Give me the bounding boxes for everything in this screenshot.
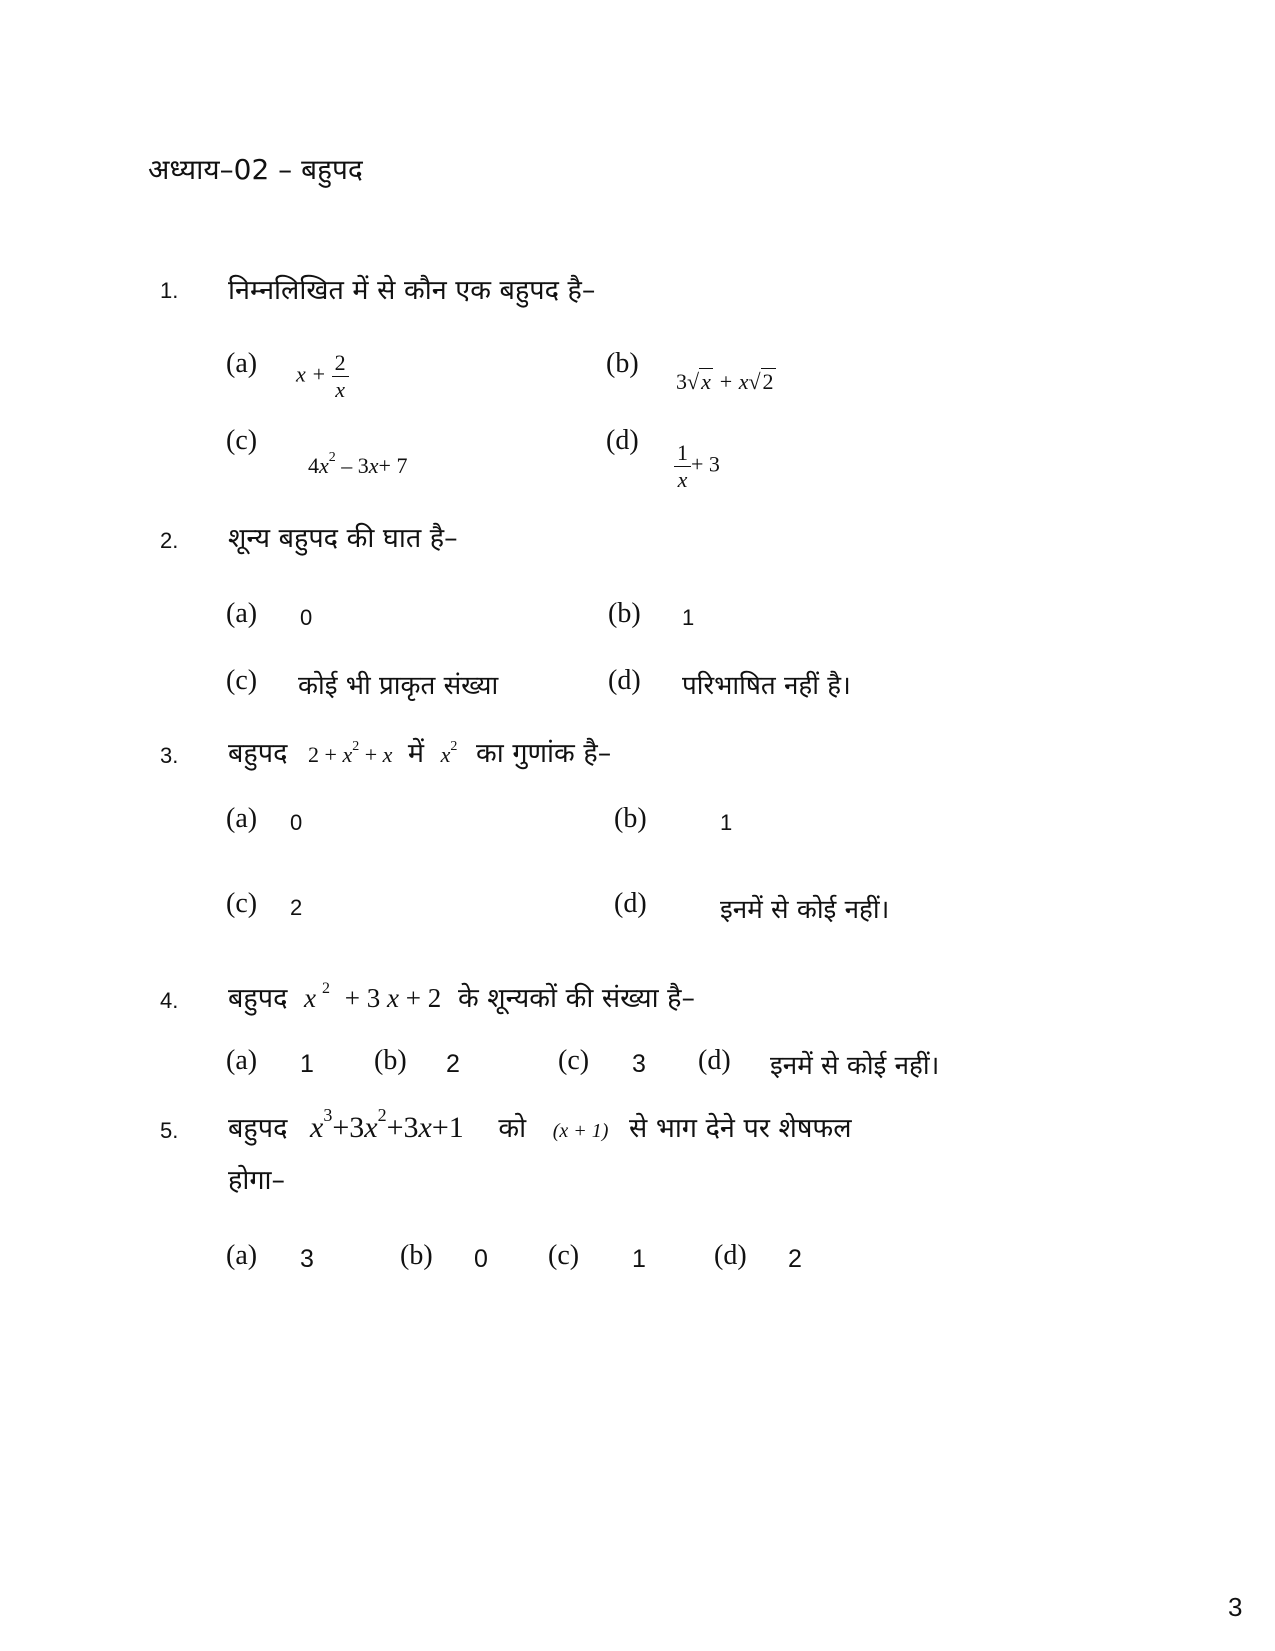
polynomial-expression [310, 1105, 464, 1144]
math-term: + x [718, 369, 749, 394]
option-value: इनमें से कोई नहीं। [720, 895, 890, 925]
option-value: परिभाषित नहीं है। [682, 671, 851, 701]
question-text-continued: होगा– [228, 1165, 286, 1196]
option-value: 2 [788, 1245, 802, 1273]
option-label: (c) [226, 888, 258, 919]
question-number: 1. [160, 278, 179, 303]
question-text-pre: बहुपद [228, 1113, 288, 1144]
sqrt-sign: √ [748, 369, 761, 394]
math-term: + [364, 742, 378, 767]
page-title: अध्याय–02 – बहुपद [148, 153, 363, 186]
option-label: (d) [606, 425, 639, 456]
option-value: 3 [632, 1050, 646, 1078]
option-expression [676, 368, 776, 395]
option-value: 1 [300, 1050, 314, 1078]
math-term: x [368, 453, 379, 478]
math-term: +3 [386, 1111, 419, 1144]
math-term: x [310, 1111, 324, 1144]
fraction [674, 440, 691, 493]
option-label: (c) [548, 1240, 580, 1271]
option-value: 1 [682, 605, 695, 630]
option-value: 3 [300, 1245, 314, 1273]
option-label: (a) [226, 1240, 258, 1271]
option-label: (c) [558, 1045, 590, 1076]
option-value: कोई भी प्राकृत संख्या [298, 671, 499, 701]
option-expression [296, 350, 349, 403]
question-text [228, 1105, 852, 1145]
option-label: (d) [714, 1240, 747, 1271]
math-term: x [342, 742, 353, 767]
question-text-mid: को [498, 1113, 527, 1144]
math-term: x [387, 983, 399, 1013]
option-label: (b) [614, 803, 647, 834]
math-term: 2 + [308, 742, 337, 767]
math-term: x + [296, 361, 327, 387]
math-term: x [319, 453, 329, 478]
math-term: +1 [431, 1111, 464, 1144]
denominator: x [677, 467, 688, 492]
question-text-post: का गुणांक है– [476, 738, 612, 769]
math-term: x [418, 1111, 432, 1144]
denominator: x [335, 377, 345, 402]
option-label: (a) [226, 348, 258, 379]
numerator: 1 [674, 440, 691, 467]
math-term: x [304, 983, 317, 1013]
option-value: 2 [290, 895, 303, 920]
option-value: 2 [446, 1050, 460, 1078]
option-label: (c) [226, 665, 258, 696]
question-number: 2. [160, 528, 179, 553]
sqrt-sign: √ [687, 369, 700, 394]
option-label: (a) [226, 803, 258, 834]
exponent: 2 [352, 739, 360, 754]
math-term: x [440, 742, 451, 767]
option-label: (b) [606, 348, 639, 379]
option-label: (b) [608, 598, 641, 629]
exponent: 2 [328, 450, 336, 465]
math-term: x [364, 1111, 378, 1144]
exponent: 3 [323, 1105, 333, 1125]
exponent: 2 [450, 739, 458, 754]
math-term: + 2 [405, 983, 442, 1013]
polynomial-expression [304, 980, 448, 1013]
option-value: 1 [632, 1245, 646, 1273]
option-label: (c) [226, 425, 258, 456]
page-number: 3 [1228, 1592, 1243, 1622]
divisor-expression: (x + 1) [552, 1120, 609, 1142]
option-label: (d) [614, 888, 647, 919]
option-expression [674, 440, 720, 493]
exponent: 2 [377, 1105, 387, 1125]
option-value: 0 [300, 605, 313, 630]
question-text-post: से भाग देने पर शेषफल [629, 1113, 852, 1144]
math-term: – 3 [341, 453, 369, 478]
question-number: 5. [160, 1118, 179, 1143]
option-label: (a) [226, 598, 258, 629]
term-expression [440, 739, 458, 767]
question-number: 3. [160, 743, 179, 768]
math-term: + 7 [378, 453, 408, 478]
option-value: इनमें से कोई नहीं। [770, 1051, 940, 1081]
sqrt-radicand: x [701, 369, 711, 394]
option-value: 0 [474, 1245, 488, 1273]
question-text [228, 978, 695, 1015]
question-text: शून्य बहुपद की घात है– [228, 523, 458, 554]
math-term: 3 [676, 369, 687, 394]
question-text [228, 733, 611, 770]
option-value: 0 [290, 810, 303, 835]
question-text-post: के शून्यकों की संख्या है– [457, 983, 696, 1014]
numerator: 2 [332, 350, 349, 377]
option-expression [308, 450, 407, 479]
question-text: निम्नलिखित में से कौन एक बहुपद है– [228, 275, 596, 306]
question-text-mid: में [407, 738, 425, 769]
fraction [332, 350, 349, 403]
option-label: (b) [374, 1045, 407, 1076]
option-label: (a) [226, 1045, 258, 1076]
polynomial-expression [308, 739, 398, 767]
question-number: 4. [160, 988, 179, 1013]
option-label: (d) [608, 665, 641, 696]
math-term: 4 [308, 453, 319, 478]
option-value: 1 [720, 810, 733, 835]
question-text-pre: बहुपद [228, 738, 288, 769]
sqrt-radicand: 2 [762, 369, 774, 394]
option-label: (d) [698, 1045, 731, 1076]
math-term: + 3 [691, 451, 720, 477]
exponent: 2 [322, 980, 331, 997]
math-term: + 3 [344, 983, 381, 1013]
question-text-pre: बहुपद [228, 983, 288, 1014]
math-term: x [382, 742, 393, 767]
math-term: +3 [332, 1111, 365, 1144]
option-label: (b) [400, 1240, 433, 1271]
